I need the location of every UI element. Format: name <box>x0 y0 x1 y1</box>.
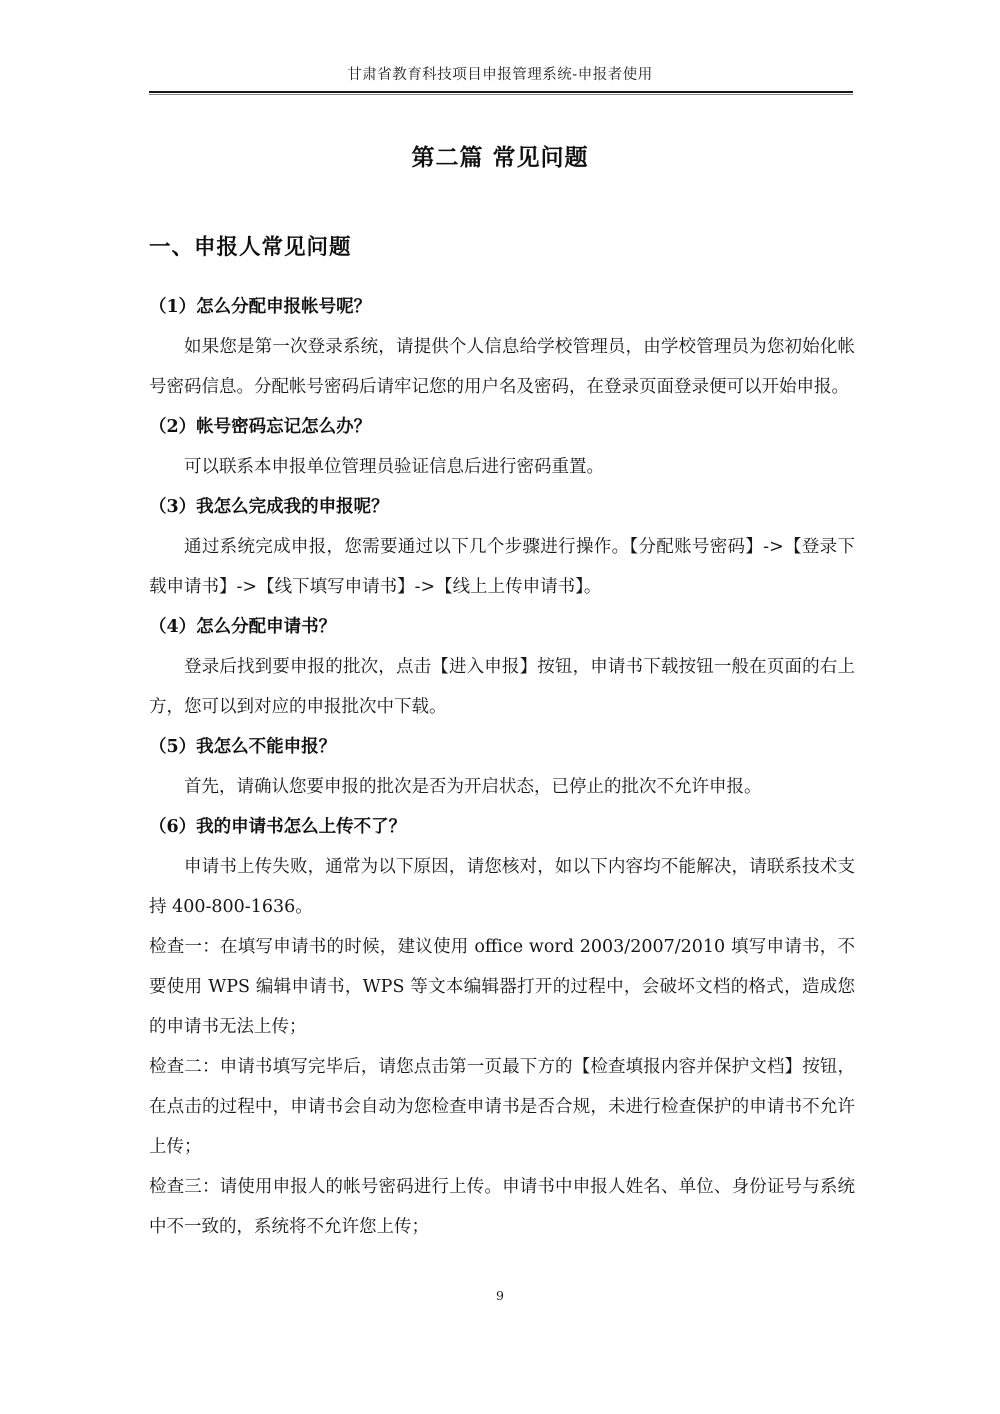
faq-answer-paragraph: 检查一：在填写申请书的时候，建议使用 office word 2003/2007/2010 填写申请书，不要使用 WPS 编辑申请书，WPS 等文本编辑器打开的过程中，会破坏文档的格式，造成您的申请书无法上传； <box>149 937 855 1037</box>
faq-question: （5）我怎么不能申报？ <box>149 737 337 757</box>
faq-answer-paragraph: 检查二：申请书填写完毕后，请您点击第一页最下方的【检查填报内容并保护文档】按钮，在点击的过程中，申请书会自动为您检查申请书是否合规，未进行检查保护的申请书不允许上传； <box>149 1057 855 1157</box>
faq-question: （2）帐号密码忘记怎么办？ <box>149 417 372 437</box>
page-footer <box>0 1288 1000 1303</box>
faq-answer-paragraph: 可以联系本申报单位管理员验证信息后进行密码重置。 <box>184 457 604 477</box>
header-divider <box>149 91 853 95</box>
page-title: 第二篇 常见问题 <box>411 144 589 171</box>
faq-answer-paragraph: 申请书上传失败，通常为以下原因，请您核对，如以下内容均不能解决，请联系技术支持 400-800-1636。 <box>149 857 855 917</box>
faq-question: （1）怎么分配申报帐号呢？ <box>149 297 372 317</box>
faq-question: （6）我的申请书怎么上传不了？ <box>149 817 407 837</box>
running-header: 甘肃省教育科技项目申报管理系统-申报者使用 <box>347 67 653 83</box>
page-number: 9 <box>496 1288 504 1303</box>
faq-question: （4）怎么分配申请书？ <box>149 617 337 637</box>
faq-answer-paragraph: 如果您是第一次登录系统，请提供个人信息给学校管理员，由学校管理员为您初始化帐号密码信息。分配帐号密码后请牢记您的用户名及密码，在登录页面登录便可以开始申报。 <box>149 337 855 397</box>
section-heading: 一、申报人常见问题 <box>149 235 352 260</box>
faq-question: （3）我怎么完成我的申报呢？ <box>149 497 389 517</box>
faq-answer-paragraph: 检查三：请使用申报人的帐号密码进行上传。申请书中申报人姓名、单位、身份证号与系统中不一致的，系统将不允许您上传； <box>149 1177 855 1237</box>
faq-answer-paragraph: 通过系统完成申报，您需要通过以下几个步骤进行操作。【分配账号密码】->【登录下载申请书】->【线下填写申请书】->【线上上传申请书】。 <box>149 537 855 597</box>
faq-list <box>149 287 855 1247</box>
faq-answer-paragraph: 首先，请确认您要申报的批次是否为开启状态，已停止的批次不允许申报。 <box>184 777 762 797</box>
faq-answer-paragraph: 登录后找到要申报的批次，点击【进入申报】按钮，申请书下载按钮一般在页面的右上方，您可以到对应的申报批次中下载。 <box>149 657 855 717</box>
